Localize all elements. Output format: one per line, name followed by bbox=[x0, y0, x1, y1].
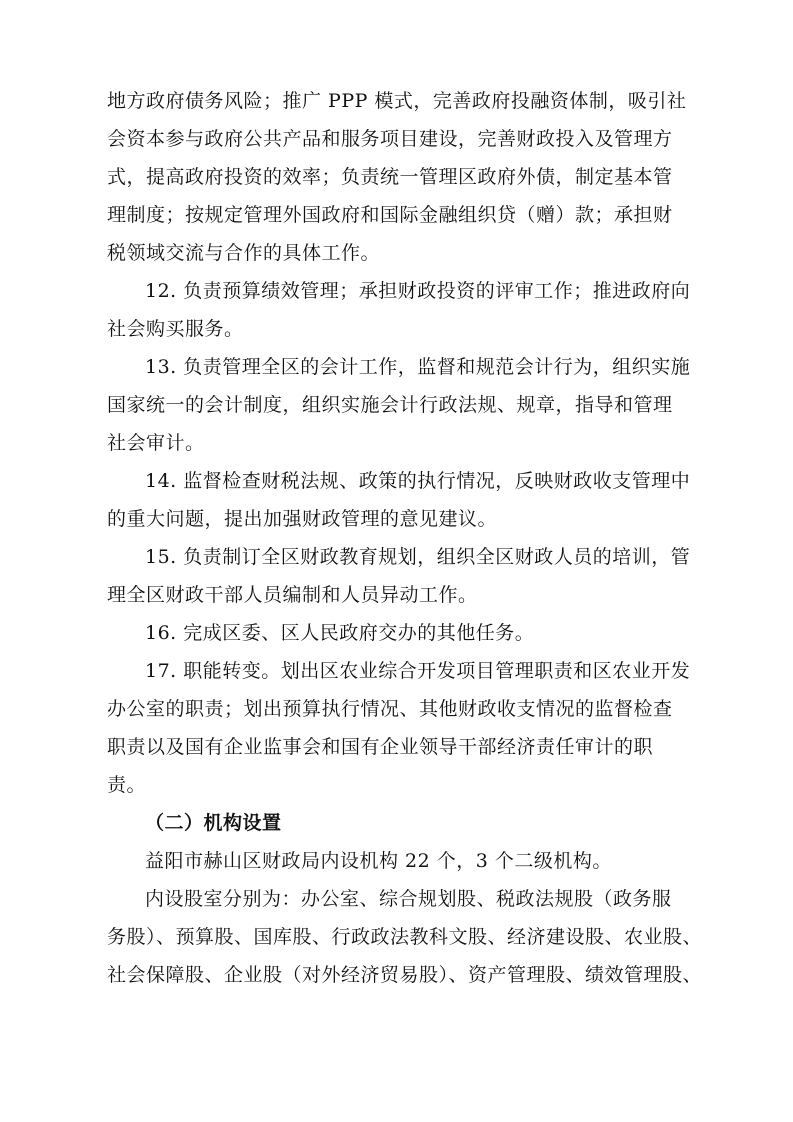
text-line: 内设股室分别为：办公室、综合规划股、税政法规股（政务服 bbox=[145, 888, 672, 910]
text-line: 地方政府债务风险；推广 PPP 模式，完善政府投融资体制，吸引社 bbox=[107, 90, 687, 112]
text-line: 社会审计。 bbox=[107, 432, 205, 454]
paragraph-11-continued bbox=[107, 82, 692, 272]
text-line: 16. 完成区委、区人民政府交办的其他任务。 bbox=[145, 622, 535, 644]
text-line: 15. 负责制订全区财政教育规划，组织全区财政人员的培训，管 bbox=[145, 546, 691, 568]
text-line: 17. 职能转变。划出区农业综合开发项目管理职责和区农业开发 bbox=[145, 660, 691, 682]
text-line: 13. 负责管理全区的会计工作，监督和规范会计行为，组织实施 bbox=[145, 356, 691, 378]
text-line: 社会保障股、企业股（对外经济贸易股）、资产管理股、绩效管理股、 bbox=[107, 964, 703, 986]
section-heading-text: （二）机构设置 bbox=[145, 812, 282, 834]
paragraph-15 bbox=[107, 538, 692, 614]
section-heading bbox=[107, 804, 692, 842]
text-line: 的重大问题，提出加强财政管理的意见建议。 bbox=[107, 508, 498, 530]
text-line: 12. 负责预算绩效管理；承担财政投资的评审工作；推进政府向 bbox=[145, 280, 691, 302]
text-line: 国家统一的会计制度，组织实施会计行政法规、规章，指导和管理 bbox=[107, 394, 673, 416]
paragraph-17 bbox=[107, 652, 692, 804]
text-line: 式，提高政府投资的效率；负责统一管理区政府外债，制定基本管 bbox=[107, 166, 673, 188]
text-line: 责。 bbox=[107, 774, 147, 796]
text-line: 务股）、预算股、国库股、行政政法教科文股、经济建设股、农业股、 bbox=[107, 926, 703, 948]
paragraph-departments-list bbox=[107, 880, 703, 994]
text-line: 14. 监督检查财税法规、政策的执行情况，反映财政收支管理中 bbox=[145, 470, 691, 492]
text-line: 社会购买服务。 bbox=[107, 318, 244, 340]
text-line: 职责以及国有企业监事会和国有企业领导干部经济责任审计的职 bbox=[107, 736, 654, 758]
paragraph-13 bbox=[107, 348, 692, 462]
text-line: 税领域交流与合作的具体工作。 bbox=[107, 242, 381, 264]
text-line: 理制度；按规定管理外国政府和国际金融组织贷（赠）款；承担财 bbox=[107, 204, 673, 226]
document-body bbox=[107, 82, 703, 994]
paragraph-16 bbox=[107, 614, 692, 652]
paragraph-14 bbox=[107, 462, 692, 538]
paragraph-12 bbox=[107, 272, 692, 348]
text-line: 益阳市赫山区财政局内设机构 22 个，3 个二级机构。 bbox=[145, 850, 612, 872]
text-line: 会资本参与政府公共产品和服务项目建设，完善财政投入及管理方 bbox=[107, 128, 673, 150]
text-line: 理全区财政干部人员编制和人员异动工作。 bbox=[107, 584, 478, 606]
text-line: 办公室的职责；划出预算执行情况、其他财政收支情况的监督检查 bbox=[107, 698, 673, 720]
paragraph-institutions-count bbox=[107, 842, 692, 880]
